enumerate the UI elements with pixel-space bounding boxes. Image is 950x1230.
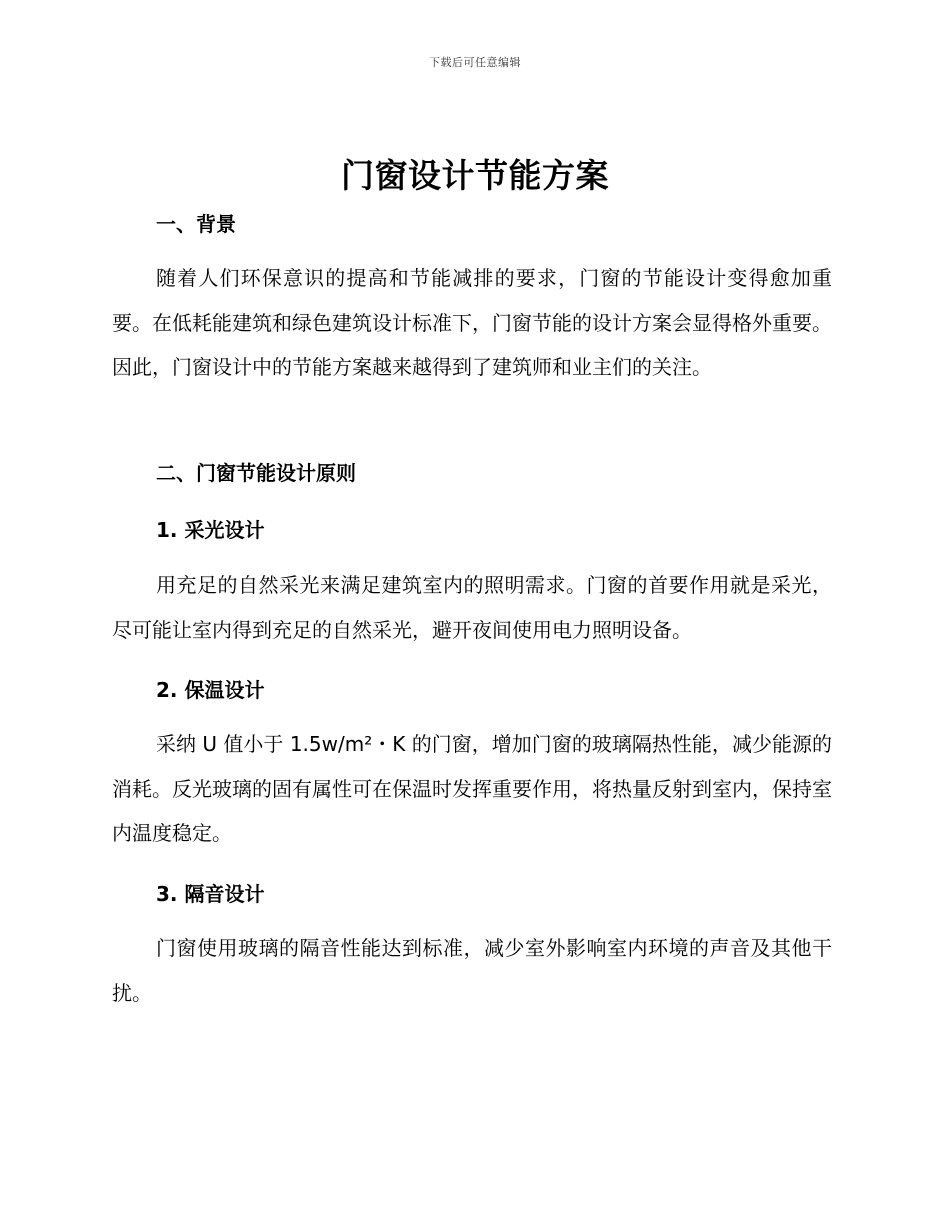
section-heading-principles: 二、门窗节能设计原则 <box>156 461 356 485</box>
section-paragraph-background: 随着人们环保意识的提高和节能减排的要求，门窗的节能设计变得愈加重要。在低耗能建筑和绿色建筑设计标准下，门窗节能的设计方案会显得格外重要。因此，门窗设计中的节能方案越来越得到了建筑师和业主们的关注。 <box>112 266 832 379</box>
subsection-heading-lighting: 1. 采光设计 <box>156 518 265 542</box>
subsection-heading-insulation: 2. 保温设计 <box>156 678 265 702</box>
document-title: 门窗设计节能方案 <box>341 156 609 195</box>
subsection-heading-soundproofing: 3. 隔音设计 <box>156 882 265 906</box>
subsection-paragraph-insulation: 采纳 U 值小于 1.5w/m²・K 的门窗，增加门窗的玻璃隔热性能，减少能源的消耗。反光玻璃的固有属性可在保温时发挥重要作用，将热量反射到室内，保持室内温度稳定。 <box>112 732 832 845</box>
subsection-paragraph-soundproofing: 门窗使用玻璃的隔音性能达到标准，减少室外影响室内环境的声音及其他干扰。 <box>112 936 832 1005</box>
header-note: 下载后可任意编辑 <box>429 56 521 69</box>
section-heading-background: 一、背景 <box>156 212 236 236</box>
subsection-paragraph-lighting: 用充足的自然采光来满足建筑室内的照明需求。门窗的首要作用就是采光，尽可能让室内得到充足的自然采光，避开夜间使用电力照明设备。 <box>112 573 832 642</box>
